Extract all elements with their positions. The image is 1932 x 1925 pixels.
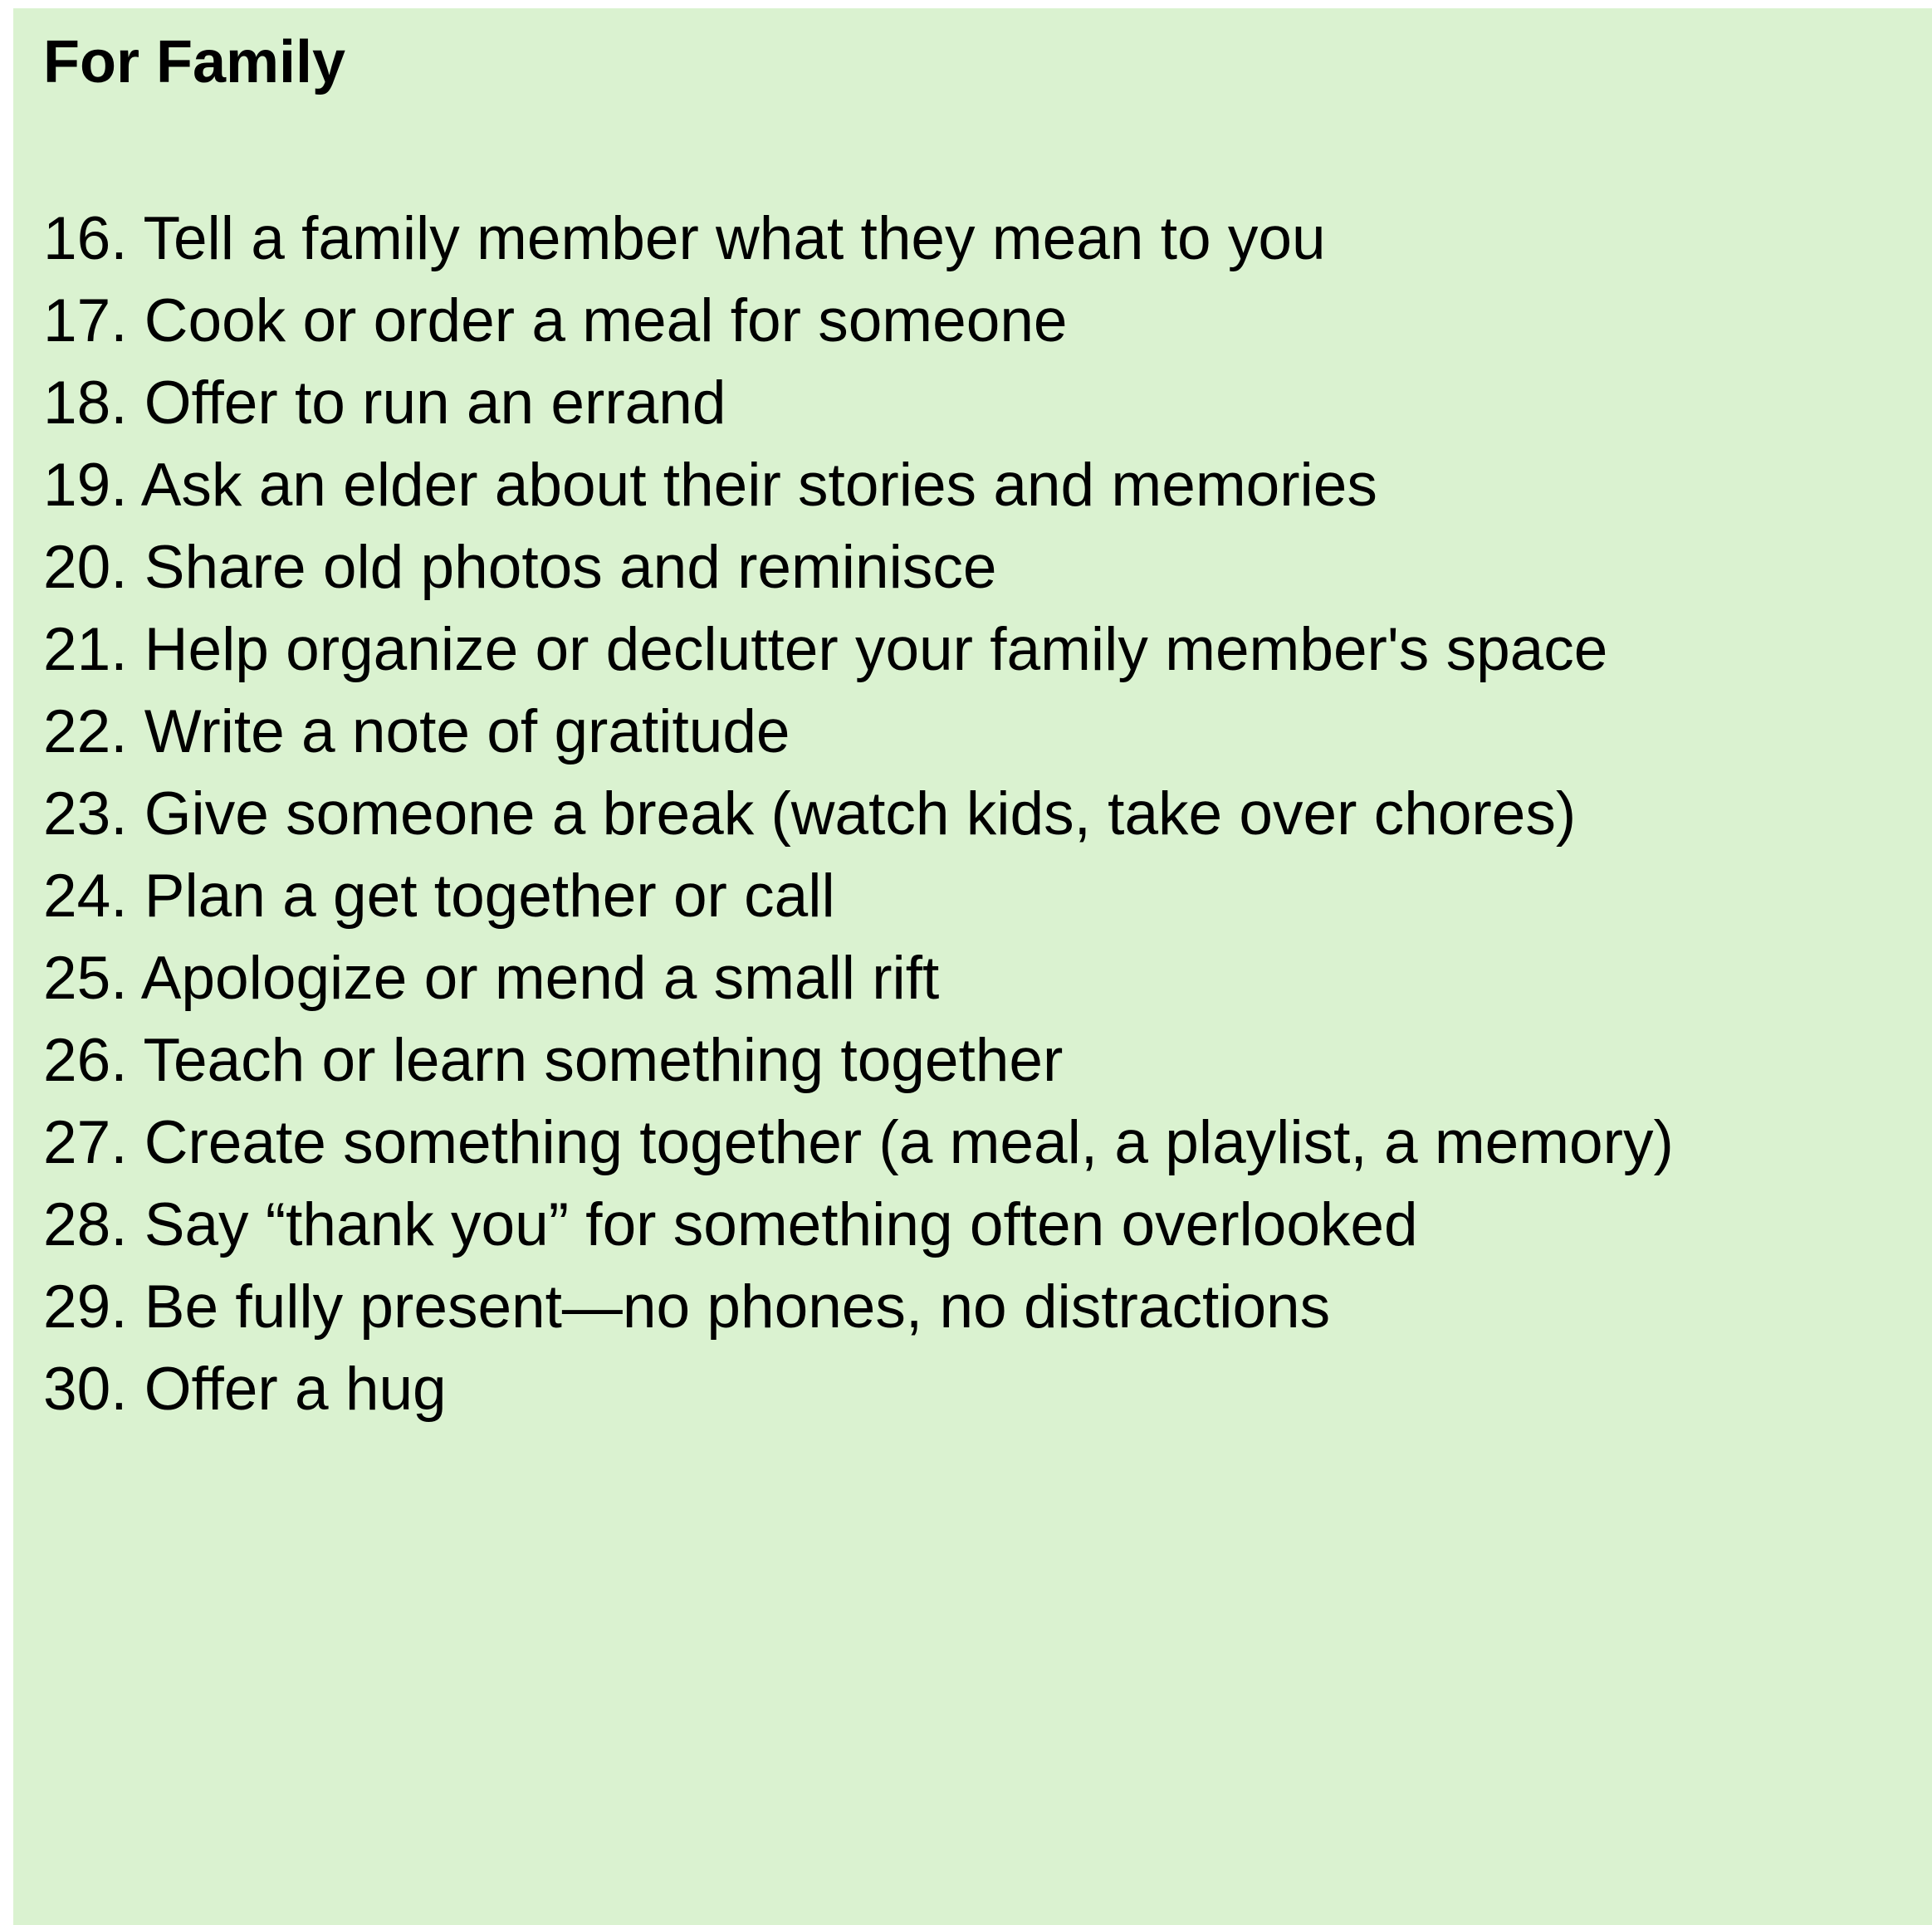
list-item: 22. Write a note of gratitude xyxy=(43,698,790,765)
list-item: 17. Cook or order a meal for someone xyxy=(43,287,1068,354)
list-item: 27. Create something together (a meal, a playlist, a memory) xyxy=(43,1109,1674,1176)
family-actions-list xyxy=(43,198,1674,1430)
list-item: 16. Tell a family member what they mean to you xyxy=(43,205,1326,272)
list-item: 18. Offer to run an errand xyxy=(43,369,726,437)
list-item: 25. Apologize or mend a small rift xyxy=(43,945,940,1012)
list-item: 29. Be fully present—no phones, no distractions xyxy=(43,1273,1331,1341)
list-item: 21. Help organize or declutter your family member's space xyxy=(43,616,1608,683)
list-item: 19. Ask an elder about their stories and memories xyxy=(43,452,1377,519)
list-item: 24. Plan a get together or call xyxy=(43,862,835,930)
list-item: 30. Offer a hug xyxy=(43,1356,447,1423)
list-item: 26. Teach or learn something together xyxy=(43,1027,1064,1094)
list-item: 23. Give someone a break (watch kids, take over chores) xyxy=(43,780,1577,848)
list-item: 28. Say “thank you” for something often overlooked xyxy=(43,1191,1418,1258)
family-list-card xyxy=(13,8,1932,1925)
page-title: For Family xyxy=(43,29,346,95)
list-item: 20. Share old photos and reminisce xyxy=(43,534,997,601)
